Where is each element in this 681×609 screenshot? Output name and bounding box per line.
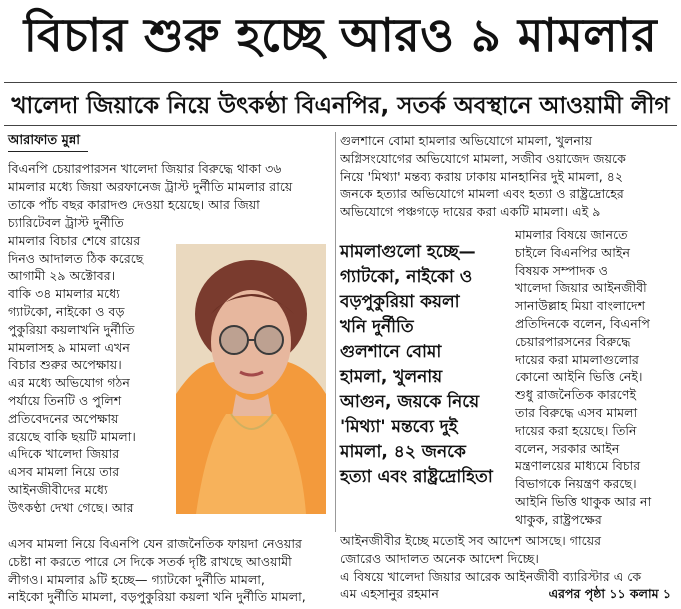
text-line: চেয়ারপারসনের বিরুদ্ধে [515,333,631,349]
text-line: এ বিষয়ে খালেদা জিয়ার আরেক আইনজীবী ব্যারিস্টার এ কে [340,568,642,584]
text-line: চেষ্টা না করতে পারে সে দিকে সতর্ক দৃষ্টি রাখছে আওয়ামী [8,553,292,569]
pull-quote-line: গুলশানে বোমা [340,342,442,362]
text-line: আইনি ভিত্তি থাকুক আর না [515,493,652,509]
text-line: বিচার শুরুর অপেক্ষায়। [8,357,122,373]
text-line: এসব মামলা নিয়ে তার [8,464,120,480]
text-line: পর্যায়ে তিনটি ও পুলিশ [8,392,122,408]
text-line: অভিযোগে পঞ্চগড়ে দায়ের করা একটি মামলা। এই ৯ [340,204,601,220]
text-line: খালেদা জিয়ার আইনজীবী [515,280,647,296]
text-line: থাকুক, রাষ্ট্রপক্ষের [515,511,602,527]
left-column-narrow [8,214,166,517]
text-line: গ্যাটকো, নাইকো ও বড় [8,303,125,319]
text-line: মামলার বিচার শেষে রায়ের [8,232,141,248]
text-line: গুলশানে বোমা হামলার অভিযোগে মামলা, খুলনায় [340,133,592,148]
pull-quote-line: মামলাগুলো হচ্ছে— [340,242,476,262]
text-line: আইনজীবীর ইচ্ছে মতোই সব আদেশ আসছে। গায়ের [340,533,602,548]
portrait-photo [176,244,326,514]
text-line: মামলার মধ্যে জিয়া অরফানেজ ট্রাস্ট দুর্নীতি মামলার রায়ে [8,178,293,194]
pull-quote-line: মামলা, ৪২ জনকে [340,442,466,462]
text-line: এদিকে খালেদা জিয়ার [8,446,120,462]
text-line: নাইকো দুর্নীতি মামলা, বড়পুকুরিয়া কয়লা খনি দুর্নীতি মামলা, [8,589,306,605]
pull-quote-line: 'মিথ্যা' মন্তব্যে দুই [340,417,458,437]
text-line: নিয়ে 'মিথ্যা' মন্তব্য করায় ঢাকায় মানহানির দুই মামলা, ৪২ [340,168,624,184]
text-line: মামলাসহ ৯ মামলা এখন [8,339,130,355]
text-line: চাইলে বিএনপির আইন [515,244,630,260]
text-line: সানাউল্লাহ মিয়া বাংলাদেশ [515,298,646,314]
text-line: বিষয়ক সম্পাদক ও [515,262,609,278]
subheadline: খালেদা জিয়াকে নিয়ে উৎকণ্ঠা বিএনপির, সতর্ক অবস্থানে আওয়ামী লীগ [11,93,670,119]
headline: বিচার শুরু হচ্ছে আরও ৯ মামলার [23,8,658,62]
text-line: শুধু রাজনৈতিক কারণেই [515,387,637,403]
text-line: অগ্নিসংযোগের অভিযোগে মামলা, সজীব ওয়াজেদ জয়কে [340,150,626,166]
text-line: জনকে হত্যার অভিযোগে মামলা এবং হত্যা ও রাষ্ট্রদ্রোহের [340,186,624,202]
text-line: বাকি ৩৪ মামলার মধ্যে [8,286,120,302]
pull-quote-line: আগুন, জয়কে নিয়ে [340,392,480,412]
byline-underline [8,151,88,152]
text-line: দায়ের করা মামলাগুলোর [515,351,639,367]
text-line: দিনও আদালত ঠিক করেছে [8,250,144,266]
pull-quote-line: বড়পুকুরিয়া কয়লা [340,292,460,312]
text-line: বলেন, সরকার আইন [515,440,620,456]
right-column-top [340,132,673,221]
text-line: প্রতিবেদনের অপেক্ষায় [8,410,119,426]
left-column-bottom [8,535,331,606]
sub-rule [4,125,677,126]
text-line: রয়েছে বাকি ছয়টি মামলা। [8,428,136,444]
pull-quote-line: গ্যাটকো, নাইকো ও [340,267,473,287]
text-line: আগামী ২৯ অক্টোবর। [8,268,116,284]
left-column-full [8,160,331,213]
text-line: এসব মামলা নিয়ে বিএনপি যেন রাজনৈতিক ফায়দা নেওয়ার [8,536,302,551]
text-line: লীগও। মামলার ৯টি হচ্ছে— গ্যাটকো দুর্নীতি মামলা, [8,571,265,587]
pull-quote-line: খনি দুর্নীতি [340,317,414,337]
text-line: কোনো আইনি ভিত্তি নেই। [515,369,643,385]
text-line: এম এহসানুর রহমান [340,586,439,602]
text-line: প্রতিদিনকে বলেন, বিএনপি [515,315,650,331]
text-line: তাকে পাঁচ বছর কারাদণ্ড দেওয়া হয়েছে। আর জিয়া [8,196,260,212]
text-line: তার বিরুদ্ধে এসব মামলা [515,404,638,420]
text-line: দায়ের করা হয়েছে। তিনি [515,422,637,438]
text-line: মন্ত্রণালয়ের মাধ্যমে বিচার [515,458,641,474]
text-line: আইনজীবীদের মধ্যে [8,481,108,497]
text-line: উৎকণ্ঠা দেখা গেছে। আর [8,499,134,515]
pull-quote [340,240,508,490]
pull-quote-line: হামলা, খুলনায় [340,367,443,387]
top-rule [4,82,677,83]
text-line: বিভাগকে নিয়ন্ত্রণ করছে। [515,476,637,492]
column-divider [335,132,336,532]
text-line: জোরেও আদালত অনেক আদেশ দিচ্ছে। [340,550,539,566]
pull-quote-line: হত্যা এবং রাষ্ট্রদ্রোহিতা [340,467,493,487]
text-line: পুকুরিয়া কয়লাখনি দুর্নীতি [8,321,135,337]
byline: আরাফাত মুন্না [8,133,81,148]
text-line: মামলার বিষয়ে জানতে [515,227,628,242]
text-line: এর মধ্যে অভিযোগ গঠন [8,375,130,391]
jump-line: এরপর পৃষ্ঠা ১১ কলাম ১ [548,586,671,601]
text-line: চ্যারিটেবল ট্রাস্ট দুর্নীতি [8,215,124,230]
text-line: বিএনপি চেয়ারপারসন খালেদা জিয়ার বিরুদ্ধে থাকা ৩৬ [8,161,282,176]
right-column-narrow [515,226,675,529]
